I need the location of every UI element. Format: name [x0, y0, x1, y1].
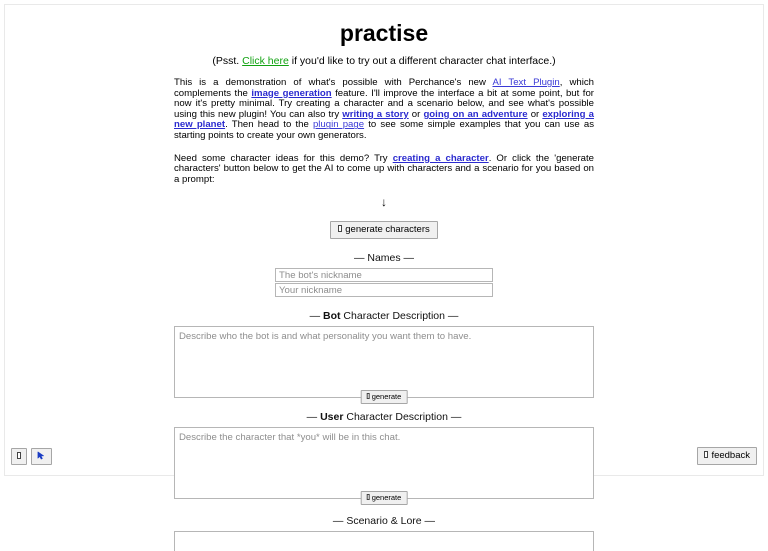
generate-characters-row [174, 219, 594, 239]
bot-heading-suffix: Character Description — [340, 310, 459, 323]
feedback-button[interactable] [697, 447, 757, 465]
bot-nickname-input[interactable] [275, 268, 493, 282]
cursor-icon [37, 451, 46, 460]
ideas-text-2: . Or click the 'generate characters' button below to get the AI to come up with characters and a scenario for you based on a prompt: [174, 152, 594, 185]
alternate-interface-notice [174, 54, 594, 68]
click-here-link[interactable]: Click here [242, 55, 289, 67]
generate-characters-button[interactable] [330, 221, 438, 239]
bot-description-block [174, 326, 594, 402]
user-heading-suffix: Character Description — [343, 411, 462, 424]
plugin-page-link[interactable]: plugin page [312, 119, 365, 131]
intro-text-1: This is a demonstration of what's possible with Perchance's new [174, 77, 493, 88]
writing-a-story-link[interactable]: writing a story [342, 108, 409, 120]
user-generate-label: generate [371, 493, 402, 503]
scenario-textarea[interactable] [174, 531, 594, 551]
image-generation-link[interactable]: image generation [251, 87, 332, 99]
down-arrow-icon: ↓ [381, 195, 387, 210]
intro-text-6: . Then head to the [225, 119, 313, 131]
psst-suffix: if you'd like to try out a different character chat interface.) [288, 55, 556, 67]
user-heading-prefix: — [306, 411, 321, 424]
intro-text-2: , which complements the [174, 77, 594, 99]
missing-glyph-icon [338, 225, 342, 232]
intro-text-4: or [408, 108, 424, 120]
user-description-heading [174, 411, 594, 424]
main-content [174, 5, 594, 551]
missing-glyph-icon [17, 452, 21, 459]
user-heading-bold: User [320, 411, 344, 424]
corner-missing-glyph-button[interactable] [11, 448, 27, 465]
names-heading: — Names — [353, 252, 415, 265]
intro-text-5: or [527, 108, 543, 120]
ai-text-plugin-link[interactable]: AI Text Plugin [492, 77, 560, 88]
going-on-an-adventure-link[interactable]: going on an adventure [423, 108, 528, 120]
exploring-a-new-planet-link[interactable]: exploring a new planet [174, 108, 594, 131]
creating-a-character-link[interactable]: creating a character [392, 152, 489, 164]
missing-glyph-icon [367, 494, 370, 500]
bot-description-textarea[interactable] [174, 326, 594, 398]
feedback-label: feedback [711, 450, 750, 461]
user-description-block [174, 427, 594, 503]
character-ideas-paragraph [174, 154, 594, 186]
intro-paragraph [174, 78, 594, 142]
user-generate-button[interactable] [361, 491, 408, 505]
bot-description-heading [174, 310, 594, 323]
scenario-heading: — Scenario & Lore — [332, 515, 436, 528]
bottom-left-controls [11, 448, 52, 465]
bot-generate-label: generate [371, 392, 402, 402]
page-title: practise [339, 20, 429, 46]
bot-heading-bold: Bot [323, 310, 341, 323]
generate-characters-label: generate characters [345, 224, 430, 236]
bottom-right-controls [697, 445, 757, 465]
user-nickname-input[interactable] [275, 283, 493, 297]
page-frame [4, 4, 764, 528]
names-fields [275, 268, 493, 297]
psst-prefix: (Psst. [212, 55, 243, 67]
bot-generate-button[interactable] [361, 390, 408, 404]
missing-glyph-icon [704, 451, 708, 458]
intro-text-7: to see some simple examples that you can use as starting points to create your own generators. [174, 119, 594, 141]
missing-glyph-icon [367, 393, 370, 399]
ideas-text-1: Need some character ideas for this demo? Try [174, 152, 393, 164]
user-description-textarea[interactable] [174, 427, 594, 499]
intro-text-3: feature. I'll improve the interface a bit at some point, but for now it's pretty minimal. Try creating a character and a scenario below, and see what's possible using this new plugin! You can also try [174, 87, 594, 120]
bot-heading-prefix: — [309, 310, 324, 323]
cursor-tool-button[interactable] [31, 448, 52, 465]
